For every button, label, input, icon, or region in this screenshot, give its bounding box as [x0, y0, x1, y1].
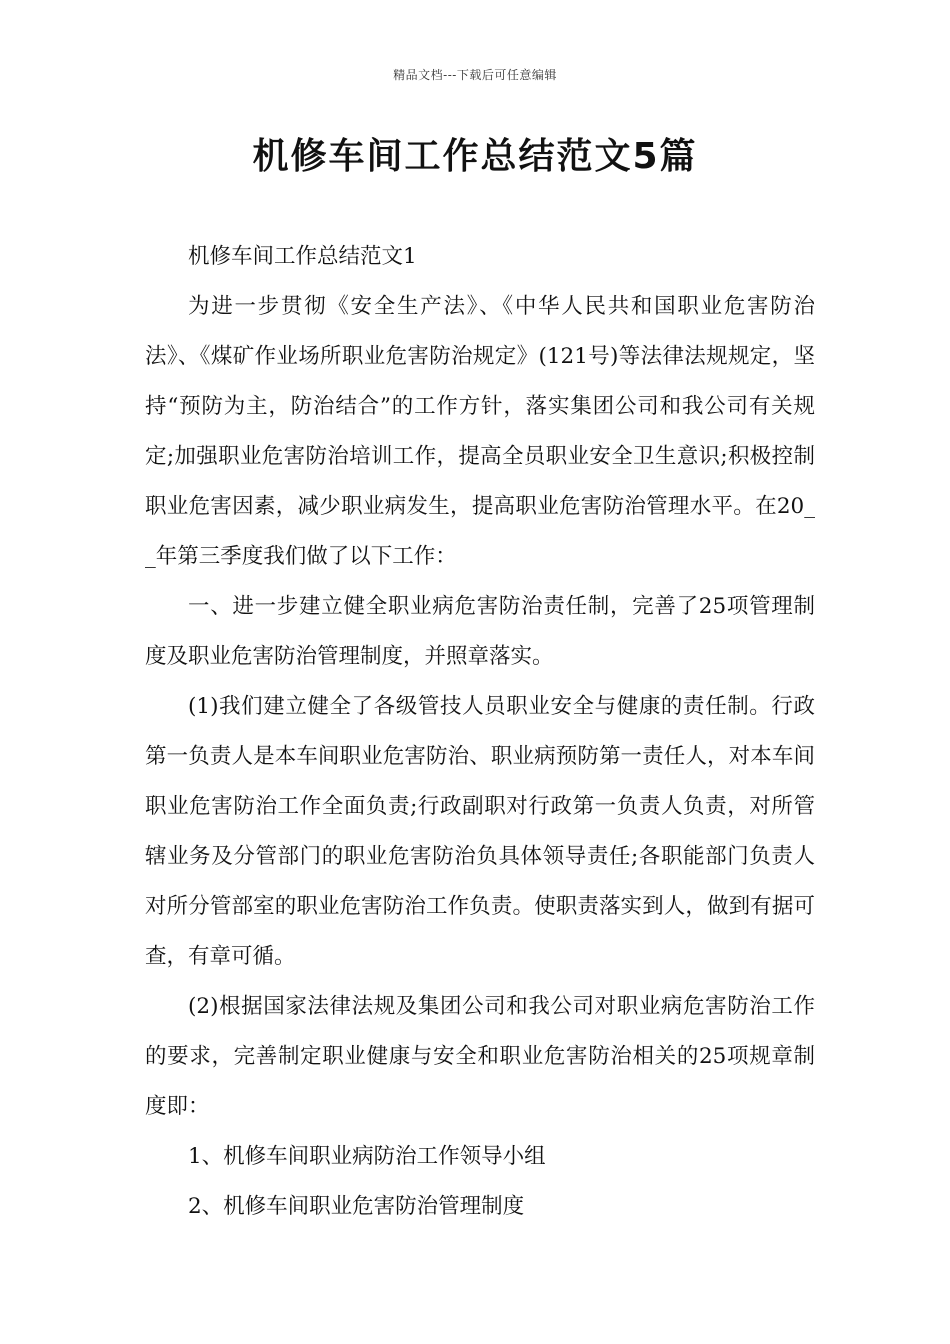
- list-item: 1、机修车间职业病防治工作领导小组: [188, 1144, 546, 1169]
- section-heading: 机修车间工作总结范文1: [188, 244, 417, 269]
- paragraph: 为进一步贯彻《安全生产法》、《中华人民共和国职业危害防治法》、《煤矿作业场所职业危害防治规定》(121号)等法律法规规定，坚持“预防为主，防治结合”的工作方针，落实集团公司和我公司有关规定;加强职业危害防治培训工作，提高全员职业安全卫生意识;积极控制职业危害因素，减少职业病发生，提高职业危害防治管理水平。在20__年第三季度我们做了以下工作：: [145, 294, 815, 569]
- paragraph: 一、进一步建立健全职业病危害防治责任制，完善了25项管理制度及职业危害防治管理制度，并照章落实。: [145, 594, 815, 669]
- header-note: 精品文档---下载后可任意编辑: [393, 68, 557, 82]
- list-item: 2、机修车间职业危害防治管理制度: [188, 1194, 525, 1219]
- paragraph: (1)我们建立健全了各级管技人员职业安全与健康的责任制。行政第一负责人是本车间职业危害防治、职业病预防第一责任人，对本车间职业危害防治工作全面负责;行政副职对行政第一负责人负责，对所管辖业务及分管部门的职业危害防治负具体领导责任;各职能部门负责人对所分管部室的职业危害防治工作负责。使职责落实到人，做到有据可查，有章可循。: [145, 694, 815, 969]
- paragraph: (2)根据国家法律法规及集团公司和我公司对职业病危害防治工作的要求，完善制定职业健康与安全和职业危害防治相关的25项规章制度即：: [145, 994, 815, 1119]
- document-title: 机修车间工作总结范文5篇: [252, 136, 698, 177]
- document-body: [145, 232, 815, 1232]
